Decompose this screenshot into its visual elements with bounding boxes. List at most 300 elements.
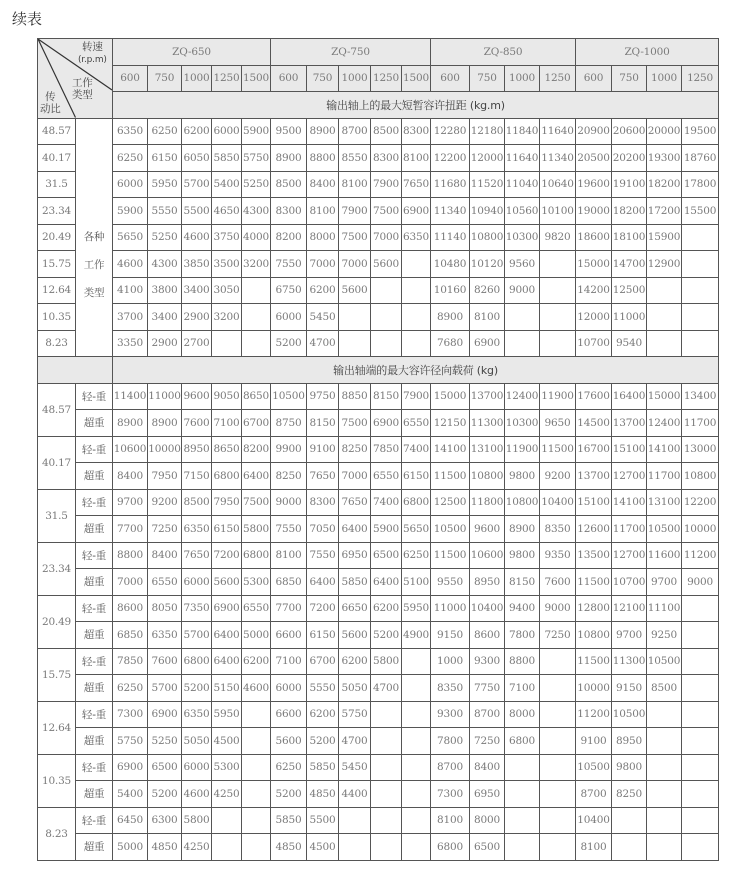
value-cell: 6950 — [339, 542, 371, 569]
value-cell: 5250 — [148, 224, 182, 251]
value-cell: 6800 — [212, 463, 242, 490]
torque-row — [38, 224, 719, 251]
value-cell: 7300 — [113, 701, 148, 728]
value-cell — [242, 807, 271, 834]
ratio-cell: 15.75 — [38, 251, 76, 278]
value-cell: 3050 — [212, 277, 242, 304]
value-cell: 18600 — [576, 224, 612, 251]
value-cell: 6900 — [148, 701, 182, 728]
value-cell: 12500 — [431, 489, 470, 516]
value-cell: 9820 — [540, 224, 576, 251]
value-cell — [682, 728, 719, 755]
value-cell: 5650 — [402, 516, 431, 543]
value-cell: 4700 — [339, 728, 371, 755]
value-cell: 5800 — [242, 516, 271, 543]
value-cell: 6400 — [371, 569, 402, 596]
value-cell: 8400 — [113, 463, 148, 490]
speed-header: 1000 — [647, 65, 682, 92]
value-cell — [402, 834, 431, 861]
value-cell: 5550 — [148, 198, 182, 225]
value-cell: 7250 — [540, 622, 576, 649]
value-cell: 11700 — [682, 410, 719, 437]
value-cell: 12600 — [576, 516, 612, 543]
value-cell: 8000 — [505, 701, 540, 728]
value-cell: 20500 — [576, 145, 612, 172]
value-cell — [682, 304, 719, 331]
value-cell: 9800 — [612, 754, 647, 781]
value-cell: 11300 — [612, 648, 647, 675]
value-cell: 4250 — [212, 781, 242, 808]
value-cell — [505, 834, 540, 861]
value-cell: 5300 — [212, 754, 242, 781]
work-type-cell: 轻-重 — [76, 542, 113, 569]
work-type-cell: 轻-重 — [76, 436, 113, 463]
value-cell: 19500 — [682, 118, 719, 145]
model-header: ZQ-750 — [271, 39, 431, 66]
value-cell: 11200 — [576, 701, 612, 728]
value-cell: 11500 — [576, 648, 612, 675]
value-cell: 15100 — [612, 436, 647, 463]
value-cell: 6200 — [339, 648, 371, 675]
value-cell: 11700 — [612, 516, 647, 543]
value-cell: 11140 — [431, 224, 470, 251]
value-cell: 8100 — [470, 304, 505, 331]
value-cell: 19300 — [647, 145, 682, 172]
value-cell: 10100 — [540, 198, 576, 225]
value-cell: 17600 — [576, 383, 612, 410]
value-cell: 8800 — [113, 542, 148, 569]
value-cell: 7000 — [371, 224, 402, 251]
value-cell: 9300 — [431, 701, 470, 728]
value-cell: 6450 — [113, 807, 148, 834]
value-cell: 8350 — [540, 516, 576, 543]
value-cell: 7800 — [505, 622, 540, 649]
value-cell: 4500 — [307, 834, 339, 861]
value-cell — [647, 728, 682, 755]
value-cell: 7000 — [339, 251, 371, 278]
value-cell: 12800 — [576, 595, 612, 622]
value-cell: 13100 — [647, 489, 682, 516]
value-cell: 8850 — [339, 383, 371, 410]
value-cell: 8000 — [470, 807, 505, 834]
value-cell: 7000 — [339, 463, 371, 490]
value-cell: 6200 — [182, 118, 212, 145]
value-cell: 11500 — [576, 569, 612, 596]
ratio-cell: 12.64 — [38, 277, 76, 304]
value-cell: 8900 — [431, 304, 470, 331]
value-cell: 2700 — [182, 330, 212, 357]
value-cell: 8500 — [647, 675, 682, 702]
value-cell: 5200 — [271, 781, 307, 808]
value-cell: 12400 — [647, 410, 682, 437]
value-cell: 11300 — [470, 410, 505, 437]
value-cell: 6400 — [212, 622, 242, 649]
value-cell: 14500 — [576, 410, 612, 437]
value-cell: 12000 — [576, 304, 612, 331]
value-cell: 10500 — [612, 701, 647, 728]
value-cell: 11600 — [647, 542, 682, 569]
value-cell: 5600 — [339, 622, 371, 649]
value-cell: 7850 — [113, 648, 148, 675]
value-cell: 6400 — [307, 569, 339, 596]
value-cell — [402, 330, 431, 357]
value-cell — [242, 834, 271, 861]
value-cell: 9300 — [470, 648, 505, 675]
radial-row — [38, 489, 719, 516]
value-cell: 5100 — [402, 569, 431, 596]
value-cell: 8260 — [470, 277, 505, 304]
value-cell — [371, 834, 402, 861]
value-cell: 8700 — [431, 754, 470, 781]
value-cell — [682, 330, 719, 357]
value-cell: 10400 — [540, 489, 576, 516]
value-cell: 6500 — [148, 754, 182, 781]
value-cell — [212, 807, 242, 834]
value-cell — [242, 701, 271, 728]
value-cell: 6850 — [113, 622, 148, 649]
value-cell: 9200 — [540, 463, 576, 490]
value-cell: 11000 — [612, 304, 647, 331]
value-cell: 7600 — [540, 569, 576, 596]
value-cell: 5200 — [182, 675, 212, 702]
value-cell — [540, 304, 576, 331]
value-cell: 8350 — [431, 675, 470, 702]
value-cell — [540, 648, 576, 675]
work-type-cell: 超重 — [76, 516, 113, 543]
value-cell — [371, 701, 402, 728]
value-cell: 3200 — [212, 304, 242, 331]
value-cell: 6550 — [402, 410, 431, 437]
speed-header: 600 — [271, 65, 307, 92]
value-cell: 4100 — [113, 277, 148, 304]
value-cell: 4400 — [339, 781, 371, 808]
value-cell: 10560 — [505, 198, 540, 225]
value-cell: 11840 — [505, 118, 540, 145]
value-cell: 5500 — [182, 198, 212, 225]
value-cell: 9750 — [307, 383, 339, 410]
radial-row — [38, 807, 719, 834]
value-cell: 8100 — [307, 198, 339, 225]
value-cell: 6700 — [242, 410, 271, 437]
value-cell: 13500 — [576, 542, 612, 569]
work-type-cell: 轻-重 — [76, 648, 113, 675]
value-cell: 6900 — [402, 198, 431, 225]
value-cell: 7100 — [271, 648, 307, 675]
value-cell: 12100 — [612, 595, 647, 622]
torque-row — [38, 304, 719, 331]
work-type-line: 类型 — [83, 287, 105, 300]
value-cell — [242, 277, 271, 304]
work-type-cell — [76, 118, 113, 357]
value-cell: 9550 — [431, 569, 470, 596]
value-cell: 10800 — [470, 463, 505, 490]
value-cell — [647, 754, 682, 781]
value-cell: 9250 — [647, 622, 682, 649]
value-cell: 8650 — [242, 383, 271, 410]
value-cell: 5550 — [307, 675, 339, 702]
value-cell — [402, 701, 431, 728]
value-cell: 3200 — [242, 251, 271, 278]
value-cell — [540, 330, 576, 357]
value-cell: 9900 — [271, 436, 307, 463]
value-cell: 19000 — [576, 198, 612, 225]
value-cell: 5700 — [182, 622, 212, 649]
value-cell: 7200 — [212, 542, 242, 569]
ratio-cell: 40.17 — [38, 145, 76, 172]
value-cell: 7550 — [307, 542, 339, 569]
value-cell: 11640 — [540, 118, 576, 145]
torque-row — [38, 198, 719, 225]
value-cell: 6350 — [182, 516, 212, 543]
value-cell: 5850 — [339, 569, 371, 596]
value-cell — [371, 781, 402, 808]
value-cell: 16700 — [576, 436, 612, 463]
value-cell: 9200 — [148, 489, 182, 516]
value-cell — [540, 251, 576, 278]
value-cell: 5800 — [182, 807, 212, 834]
ratio-cell: 48.57 — [38, 118, 76, 145]
value-cell — [540, 277, 576, 304]
value-cell: 4300 — [242, 198, 271, 225]
ratio-cell: 8.23 — [38, 807, 76, 860]
value-cell — [540, 754, 576, 781]
value-cell: 9540 — [612, 330, 647, 357]
work-type-cell: 超重 — [76, 463, 113, 490]
value-cell: 10700 — [576, 330, 612, 357]
value-cell: 4600 — [113, 251, 148, 278]
speed-header: 750 — [148, 65, 182, 92]
value-cell — [402, 648, 431, 675]
ratio-cell: 48.57 — [38, 383, 76, 436]
value-cell: 8250 — [612, 781, 647, 808]
value-cell: 4900 — [402, 622, 431, 649]
value-cell: 8700 — [470, 701, 505, 728]
value-cell: 11640 — [505, 145, 540, 172]
value-cell: 5850 — [212, 145, 242, 172]
value-cell: 3800 — [148, 277, 182, 304]
value-cell: 6250 — [148, 118, 182, 145]
value-cell: 7200 — [307, 595, 339, 622]
radial-heading-row — [38, 357, 719, 384]
value-cell: 2900 — [148, 330, 182, 357]
value-cell: 9800 — [505, 542, 540, 569]
speed-header: 750 — [470, 65, 505, 92]
value-cell: 13700 — [470, 383, 505, 410]
value-cell: 4300 — [148, 251, 182, 278]
value-cell: 13700 — [576, 463, 612, 490]
value-cell: 4650 — [212, 198, 242, 225]
value-cell: 6650 — [339, 595, 371, 622]
radial-row — [38, 569, 719, 596]
value-cell: 9000 — [540, 595, 576, 622]
value-cell: 7850 — [371, 436, 402, 463]
value-cell: 12500 — [612, 277, 647, 304]
value-cell — [242, 330, 271, 357]
value-cell: 5000 — [242, 622, 271, 649]
speed-header: 1000 — [339, 65, 371, 92]
value-cell: 10500 — [647, 648, 682, 675]
value-cell: 10500 — [431, 516, 470, 543]
value-cell: 3350 — [113, 330, 148, 357]
value-cell: 20200 — [612, 145, 647, 172]
value-cell: 3500 — [212, 251, 242, 278]
value-cell: 6200 — [307, 277, 339, 304]
model-header: ZQ-650 — [113, 39, 271, 66]
value-cell: 4250 — [182, 834, 212, 861]
value-cell: 2900 — [182, 304, 212, 331]
value-cell: 5950 — [402, 595, 431, 622]
value-cell: 6800 — [402, 489, 431, 516]
value-cell: 6000 — [212, 118, 242, 145]
value-cell: 12280 — [431, 118, 470, 145]
value-cell — [505, 754, 540, 781]
value-cell: 9050 — [212, 383, 242, 410]
value-cell: 6900 — [470, 330, 505, 357]
value-cell: 14200 — [576, 277, 612, 304]
value-cell — [371, 330, 402, 357]
value-cell: 5200 — [307, 728, 339, 755]
value-cell: 5200 — [271, 330, 307, 357]
speed-header: 1000 — [505, 65, 540, 92]
value-cell — [371, 728, 402, 755]
value-cell: 5950 — [148, 171, 182, 198]
value-cell: 5200 — [371, 622, 402, 649]
value-cell: 9400 — [505, 595, 540, 622]
value-cell: 4600 — [242, 675, 271, 702]
value-cell — [212, 834, 242, 861]
value-cell — [682, 675, 719, 702]
value-cell — [371, 277, 402, 304]
value-cell: 6000 — [182, 569, 212, 596]
model-header: ZQ-1000 — [576, 39, 719, 66]
value-cell — [505, 330, 540, 357]
value-cell: 5950 — [212, 701, 242, 728]
value-cell: 5600 — [271, 728, 307, 755]
value-cell: 8400 — [148, 542, 182, 569]
value-cell: 11100 — [647, 595, 682, 622]
value-cell: 12200 — [431, 145, 470, 172]
value-cell: 4600 — [182, 224, 212, 251]
value-cell: 8800 — [307, 145, 339, 172]
value-cell: 5300 — [242, 569, 271, 596]
value-cell: 10500 — [576, 754, 612, 781]
value-cell: 11500 — [431, 542, 470, 569]
value-cell: 8500 — [371, 118, 402, 145]
value-cell: 9560 — [505, 251, 540, 278]
value-cell: 5250 — [242, 171, 271, 198]
value-cell: 11700 — [647, 463, 682, 490]
ratio-cell: 15.75 — [38, 648, 76, 701]
value-cell: 5650 — [113, 224, 148, 251]
value-cell: 4000 — [242, 224, 271, 251]
work-type-cell: 超重 — [76, 675, 113, 702]
radial-row — [38, 781, 719, 808]
radial-row — [38, 516, 719, 543]
radial-row — [38, 383, 719, 410]
speed-header: 1250 — [540, 65, 576, 92]
value-cell: 18100 — [612, 224, 647, 251]
value-cell: 7000 — [307, 251, 339, 278]
value-cell — [682, 807, 719, 834]
value-cell: 7250 — [470, 728, 505, 755]
speed-header: 1250 — [682, 65, 719, 92]
value-cell — [402, 781, 431, 808]
torque-row — [38, 251, 719, 278]
value-cell — [212, 330, 242, 357]
value-cell: 9600 — [182, 383, 212, 410]
value-cell: 8300 — [271, 198, 307, 225]
value-cell: 11040 — [505, 171, 540, 198]
value-cell — [612, 834, 647, 861]
value-cell: 20900 — [576, 118, 612, 145]
value-cell: 6550 — [371, 463, 402, 490]
value-cell: 8800 — [505, 648, 540, 675]
value-cell: 5450 — [307, 304, 339, 331]
speed-header: 750 — [612, 65, 647, 92]
reducer-data-table — [37, 38, 719, 861]
page-title: 续表 — [12, 10, 43, 28]
value-cell: 4850 — [307, 781, 339, 808]
value-cell: 10120 — [470, 251, 505, 278]
value-cell: 10800 — [682, 463, 719, 490]
speed-header: 750 — [307, 65, 339, 92]
value-cell: 7650 — [402, 171, 431, 198]
value-cell: 6700 — [307, 648, 339, 675]
value-cell — [371, 304, 402, 331]
value-cell: 5600 — [339, 277, 371, 304]
work-type-cell: 轻-重 — [76, 595, 113, 622]
value-cell: 5750 — [113, 728, 148, 755]
ratio-cell: 20.49 — [38, 224, 76, 251]
value-cell: 7900 — [402, 383, 431, 410]
value-cell: 5400 — [212, 171, 242, 198]
value-cell: 15000 — [647, 383, 682, 410]
value-cell: 8950 — [182, 436, 212, 463]
value-cell: 5050 — [339, 675, 371, 702]
value-cell: 7650 — [182, 542, 212, 569]
value-cell: 7900 — [339, 198, 371, 225]
radial-row — [38, 648, 719, 675]
value-cell: 8500 — [182, 489, 212, 516]
value-cell: 8100 — [431, 807, 470, 834]
value-cell: 6850 — [271, 569, 307, 596]
value-cell — [402, 728, 431, 755]
torque-row — [38, 330, 719, 357]
value-cell — [371, 754, 402, 781]
speed-header: 1250 — [212, 65, 242, 92]
value-cell: 8900 — [148, 410, 182, 437]
value-cell: 9500 — [271, 118, 307, 145]
value-cell: 15000 — [576, 251, 612, 278]
value-cell — [682, 595, 719, 622]
value-cell: 15900 — [647, 224, 682, 251]
value-cell: 7700 — [271, 595, 307, 622]
value-cell: 7550 — [271, 251, 307, 278]
value-cell: 12700 — [612, 463, 647, 490]
value-cell: 7100 — [212, 410, 242, 437]
value-cell: 12900 — [647, 251, 682, 278]
work-type-cell: 轻-重 — [76, 807, 113, 834]
value-cell: 10600 — [113, 436, 148, 463]
value-cell: 19600 — [576, 171, 612, 198]
value-cell: 19100 — [612, 171, 647, 198]
value-cell: 5800 — [371, 648, 402, 675]
value-cell: 10940 — [470, 198, 505, 225]
value-cell: 8950 — [470, 569, 505, 596]
value-cell: 6800 — [182, 648, 212, 675]
radial-row — [38, 622, 719, 649]
value-cell: 7800 — [431, 728, 470, 755]
